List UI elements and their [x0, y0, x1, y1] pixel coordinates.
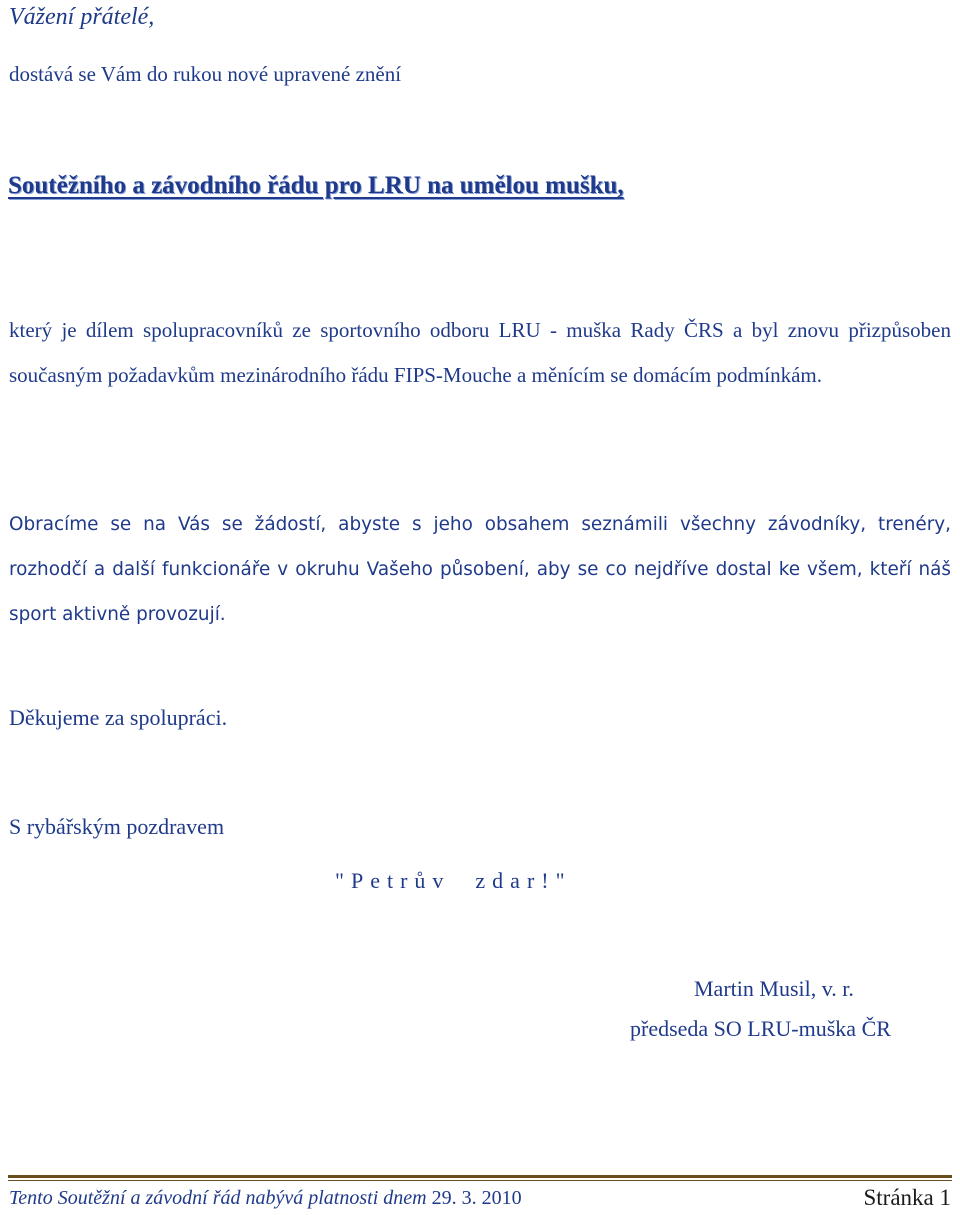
motto: "Petrův zdar!" — [335, 868, 572, 893]
signer-name: Martin Musil, v. r. — [694, 976, 854, 1001]
thanks-line: Děkujeme za spolupráci. — [9, 705, 228, 730]
page-number: Stránka 1 — [863, 1185, 951, 1210]
regards-line: S rybářským pozdravem — [9, 814, 225, 839]
footer-divider — [8, 1175, 952, 1178]
footer-validity — [9, 1187, 522, 1210]
footer-validity-date: 29. 3. 2010 — [431, 1187, 522, 1209]
footer-validity-note: Tento Soutěžní a závodní řád nabývá platnosti dnem — [9, 1187, 427, 1209]
footer-divider-thin — [8, 1180, 952, 1181]
paragraph-origin: který je dílem spolupracovníků ze sportovního odboru LRU - muška Rady ČRS a byl znovu přizpůsoben současným požadavkům mezinárodního řádu FIPS-Mouche a měnícím se domácím podmínkám. — [9, 318, 951, 387]
intro-text: dostává se Vám do rukou nové upravené znění — [9, 62, 402, 86]
paragraph-request: Obracíme se na Vás se žádostí, abyste s jeho obsahem seznámili všechny závodníky, trenéry, rozhodčí a další funkcionáře v okruhu Vašeho působení, aby se co nejdříve dostal ke všem, kteří náš sport aktivně provozují. — [9, 514, 951, 625]
document-title: Soutěžního a závodního řádu pro LRU na umělou mušku, — [8, 172, 624, 199]
greeting: Vážení přátelé, — [9, 4, 155, 30]
signer-role: předseda SO LRU-muška ČR — [630, 1016, 891, 1041]
